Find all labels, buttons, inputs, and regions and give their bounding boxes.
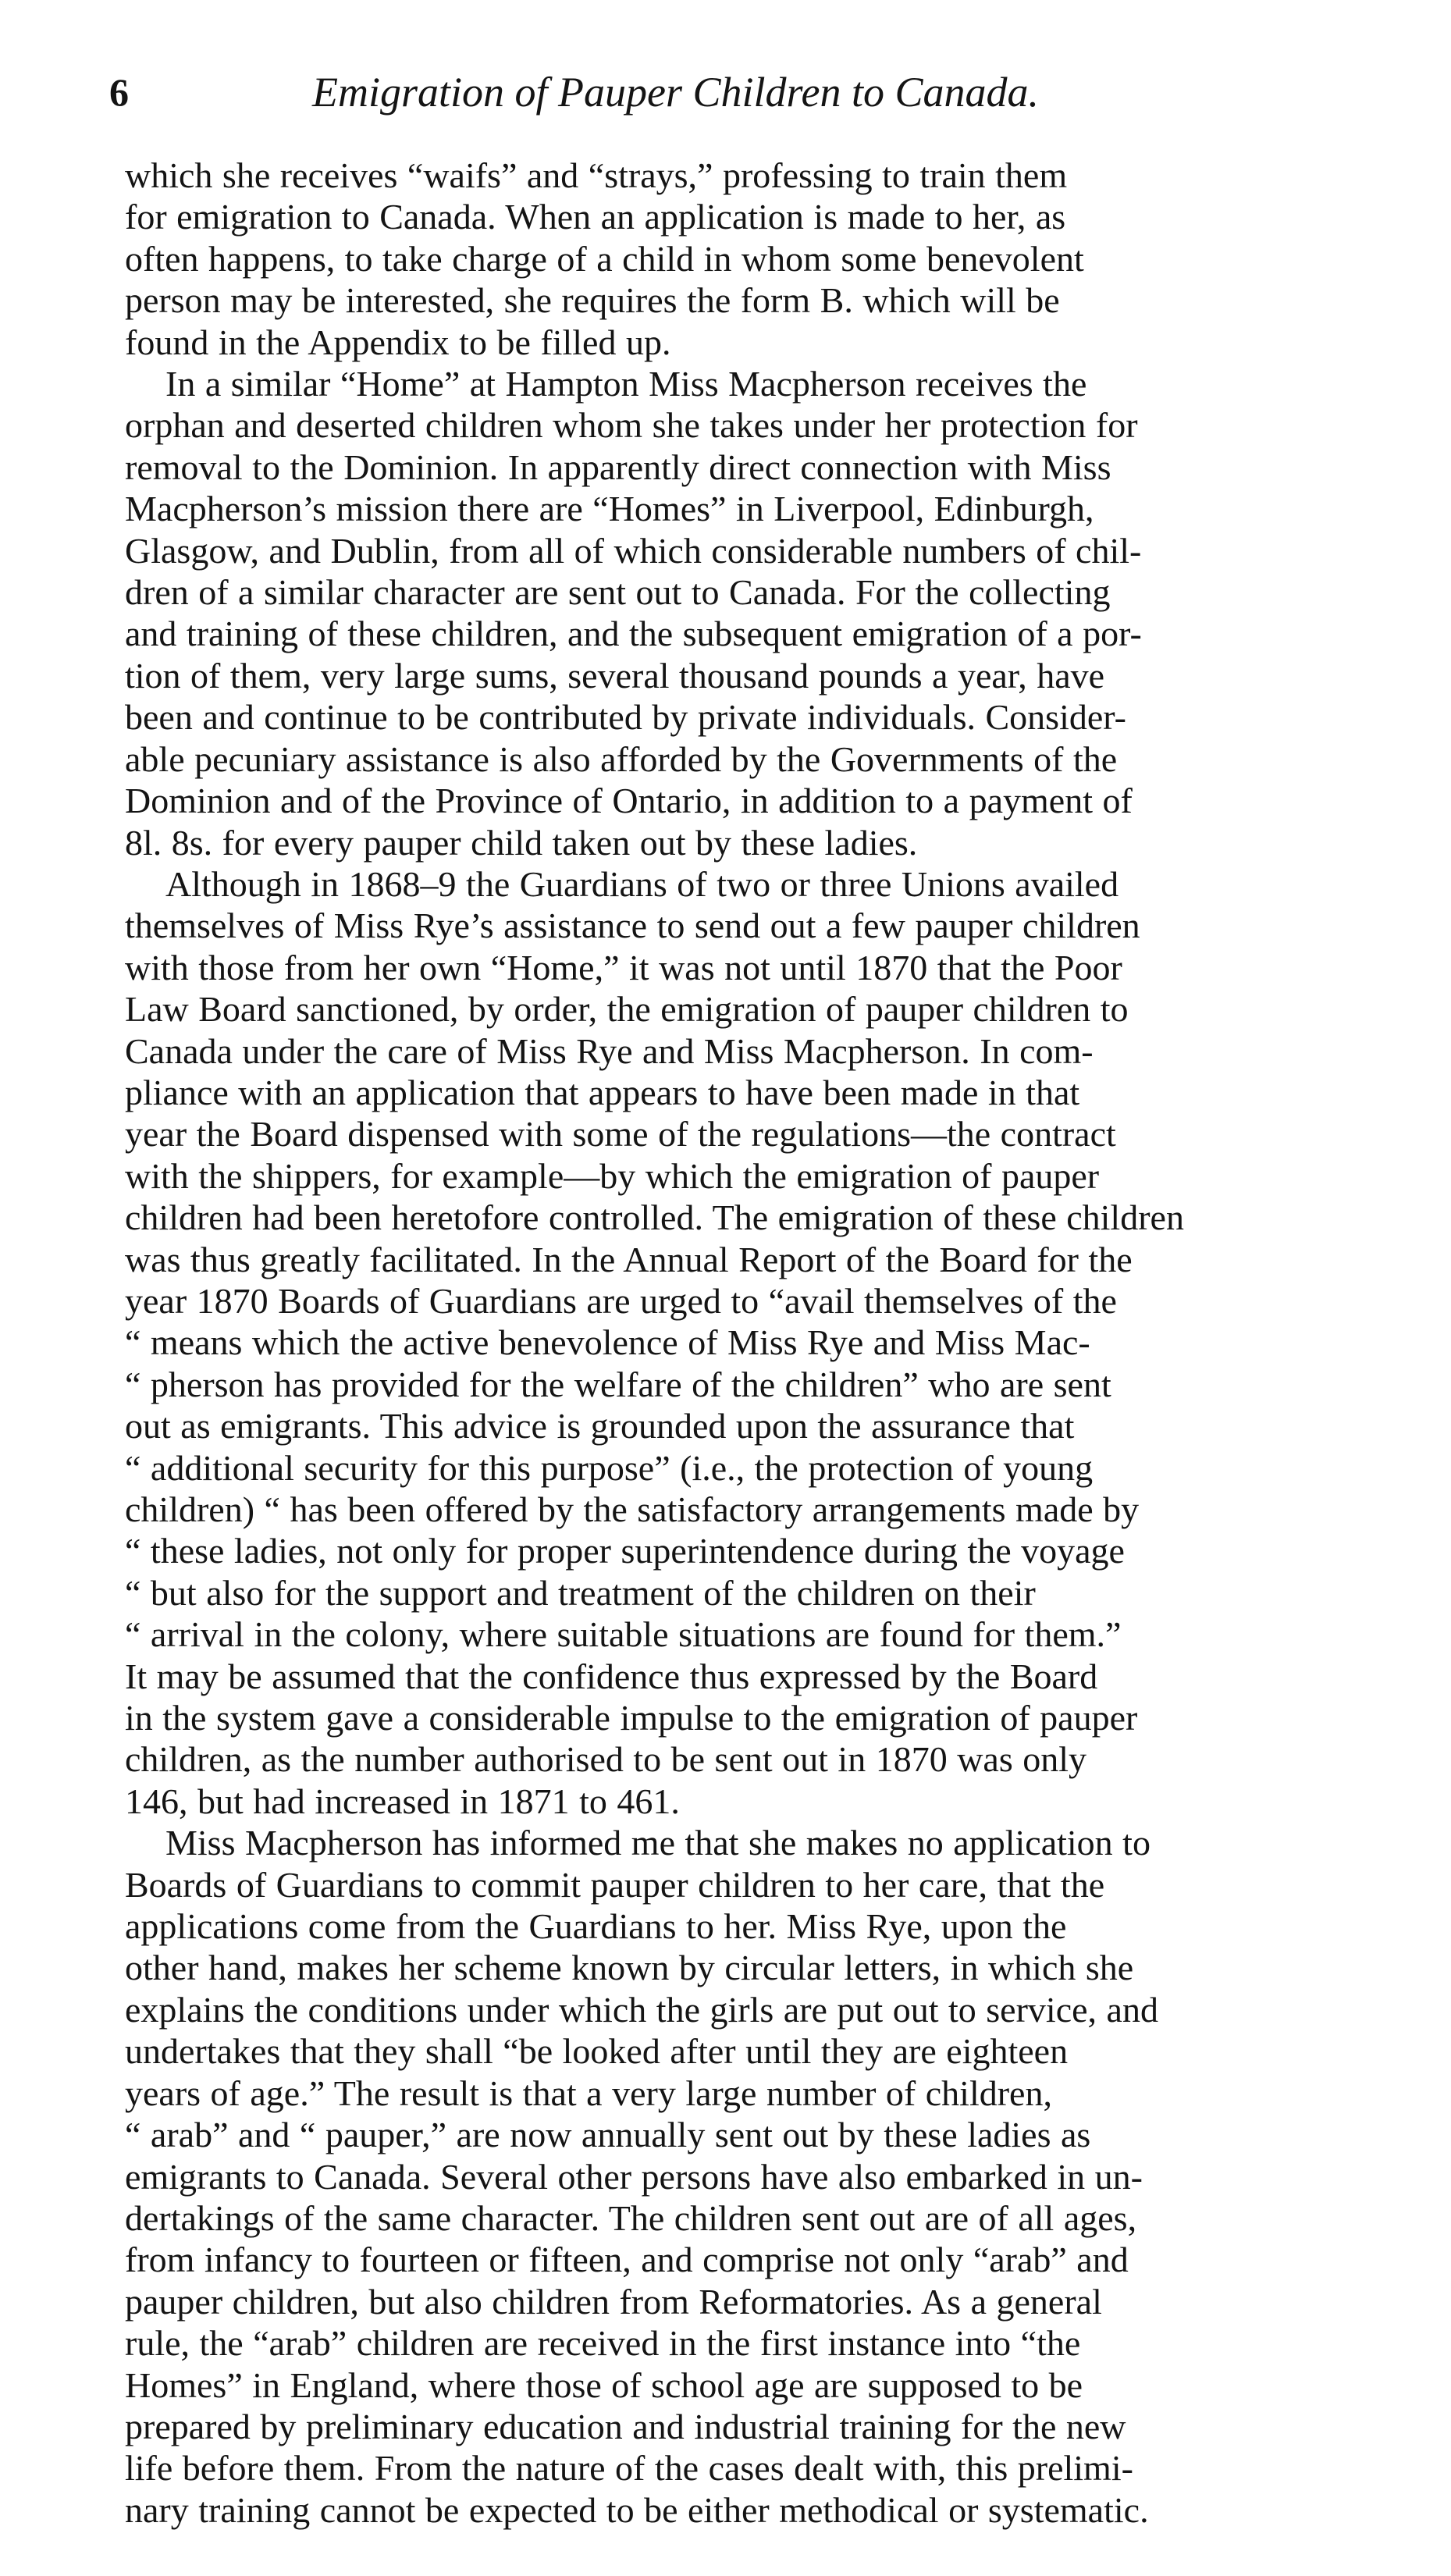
paragraph-3: Although in 1868–9 the Guardians of two or three Unions availed themselves of Miss Rye’s assistance to send out a few pauper children with those from her own “Home,” it was not until 1870 that the Poor Law Board sanctioned, by order, the emigration of pauper children to Canada under the care of Miss Rye and Miss Macpherson. In com- pliance with an application that appears to have been made in that year the Board dispensed with some of the regulations—the contract with the shippers, for example—by which the emigration of pauper children had been heretofore controlled. The emigration of these children was thus greatly facilitated. In the Annual Report of the Board for the year 1870 Boards of Guardians are urged to “avail themselves of the “ means which the active benevolence of Miss Rye and Miss Mac- “ pherson has provided for the welfare of the children” who are sent out as emigrants. This advice is grounded upon the assurance that “ additional security for this purpose” (i.e., the protection of young children) “ has been offered by the satisfactory arrangements made by “ these ladies, not only for proper superintendence during the voyage “ but also for the support and treatment of the children on their “ arrival in the colony, where suitable situations are found for them.” It may be assumed that the confidence thus expressed by the Board in the system gave a considerable impulse to the emigration of pauper children, as the number authorised to be sent out in 1870 was only 146, but had increased in 1871 to 461.: [125, 863, 1184, 1821]
paragraph-2: In a similar “Home” at Hampton Miss Macpherson receives the orphan and deserted children whom she takes under her protection for removal to the Dominion. In apparently direct connection with Miss Macpherson’s mission there are “Homes” in Liverpool, Edinburgh, Glasgow, and Dublin, from all of which considerable numbers of chil- dren of a similar character are sent out to Canada. For the collecting and training of these children, and the subsequent emigration of a por- tion of them, very large sums, several thousand pounds a year, have been and continue to be contributed by private individuals. Consider- able pecuniary assistance is also afforded by the Governments of the Dominion and of the Province of Ontario, in addition to a payment of 8l. 8s. for every pauper child taken out by these ladies.: [125, 364, 1142, 863]
paragraph-4: Miss Macpherson has informed me that she makes no application to Boards of Guardians to commit pauper children to her care, that the applications come from the Guardians to her. Miss Rye, upon the other hand, makes her scheme known by circular letters, in which she explains the conditions under which the girls are put out to service, and undertakes that they shall “be looked after until they are eighteen years of age.” The result is that a very large number of children, “ arab” and “ pauper,” are now annually sent out by these ladies as emigrants to Canada. Several other persons have also embarked in un- dertakings of the same character. The children sent out are of all ages, from infancy to fourteen or fifteen, and comprise not only “arab” and pauper children, but also children from Reformatories. As a general rule, the “arab” children are received in the first instance into “the Homes” in England, where those of school age are supposed to be prepared by preliminary education and industrial training for the new life before them. From the nature of the cases dealt with, this prelimi- nary training cannot be expected to be either methodical or systematic.: [125, 1823, 1158, 2530]
paragraph-1: which she receives “waifs” and “strays,” professing to train them for emigration to Canada. When an application is made to her, as often happens, to take charge of a child in whom some benevolent person may be interested, she requires the form B. which will be found in the Appendix to be filled up.: [125, 155, 1084, 362]
running-title: Emigration of Pauper Children to Canada.: [312, 69, 1039, 116]
body-text: [125, 155, 1362, 2531]
page-number: 6: [109, 70, 129, 114]
page-header: [109, 61, 1327, 123]
